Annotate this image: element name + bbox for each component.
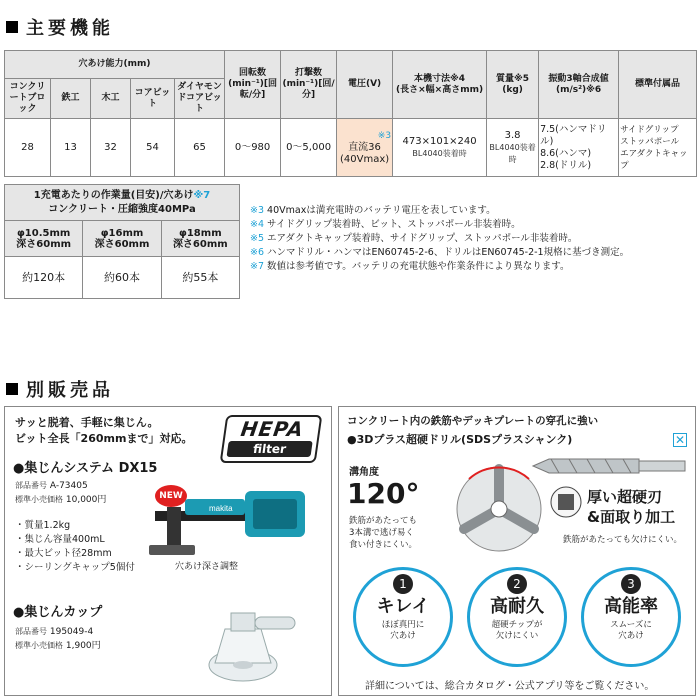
- drill-tip-diagram: [449, 459, 549, 559]
- val-diamond: 65: [175, 119, 225, 177]
- feature-card: [467, 567, 567, 667]
- hdr-corebit: コアビット: [131, 79, 175, 119]
- hdr-standard-accessories: 標準付属品: [619, 51, 697, 119]
- cup-part: 部品番号 195049-4: [15, 627, 94, 637]
- val-standard-accessories: サイドグリップ ストッパポール エアダクトキャップ: [619, 119, 697, 177]
- cup-title: ●集じんカップ: [13, 605, 103, 620]
- section-title-text: 主要機能: [26, 18, 114, 39]
- dust-cup-illustration: [195, 599, 305, 689]
- svg-text:makita: makita: [209, 504, 233, 513]
- work-col-2: φ16mm 深さ60mm: [83, 221, 161, 257]
- drill-head: コンクリート内の鉄筋やデッキプレートの穿孔に強い: [347, 415, 599, 427]
- dust-system-panel: [4, 406, 332, 696]
- feature-title: 高耐久: [490, 596, 544, 617]
- hdr-voltage: 電圧(V): [337, 51, 393, 119]
- hdr-dims: 本機寸法※4 (長さ×幅×高さmm): [393, 51, 487, 119]
- drill-panel: [338, 406, 696, 696]
- note-item: ※3 40Vmaxは満充電時のバッテリ電圧を表しています。: [250, 205, 496, 216]
- dx15-spec: ・シーリングキャップ5個付: [15, 562, 135, 573]
- val-voltage: ※3 直流36 (40Vmax): [337, 119, 393, 177]
- feature-title: 高能率: [604, 596, 658, 617]
- hdr-weight: 質量※5 (kg): [487, 51, 539, 119]
- drill-title: ●3Dプラス超硬ドリル(SDSプラスシャンク): [347, 433, 573, 446]
- dx15-illustration: [145, 477, 325, 567]
- hdr-bpm: 打撃数(min⁻¹)[回/分]: [281, 51, 337, 119]
- feature-desc: ほぼ真円に 穴あけ: [381, 620, 425, 641]
- val-rpm: 0～980: [225, 119, 281, 177]
- val-dims: 473×101×240 BL4040装着時: [393, 119, 487, 177]
- angle-desc: 3本溝で逃げ易く: [349, 528, 414, 538]
- dx15-spec: ・質量1.2kg: [15, 520, 71, 531]
- angle-value: 120°: [347, 477, 420, 510]
- dx15-spec: ・最大ビット径28mm: [15, 548, 112, 559]
- section-title-text: 別販売品: [26, 380, 114, 401]
- note-item: ※6 ハンマドリル・ハンマはEN60745-2-6、ドリルはEN60745-2-1規格に基づき測定。: [250, 247, 630, 258]
- close-square-icon: ✕: [674, 433, 686, 447]
- feature-desc: スムーズに 穴あけ: [610, 620, 652, 641]
- val-concrete: 28: [5, 119, 51, 177]
- dx15-price: 標準小売価格 10,000円: [15, 495, 107, 505]
- spec-table: [4, 50, 697, 177]
- work-val-2: 約60本: [83, 257, 161, 299]
- hdr-vibration: 振動3軸合成値 (m/s²)※6: [539, 51, 619, 119]
- work-col-3: φ18mm 深さ60mm: [161, 221, 239, 257]
- dx15-caption: 穴あけ深さ調整: [175, 562, 239, 572]
- val-weight: 3.8 BL4040装着時: [487, 119, 539, 177]
- work-val-3: 約55本: [161, 257, 239, 299]
- dx15-part: 部品番号 A-73405: [15, 481, 88, 491]
- feature-number: 2: [507, 574, 527, 594]
- hdr-diamond: ダイヤモンドコアビット: [175, 79, 225, 119]
- tip-desc: 鉄筋があたっても欠けにくい。: [563, 535, 683, 545]
- feature-desc: 超硬チップが 欠けにくい: [491, 620, 543, 641]
- section-square-icon: [6, 21, 18, 33]
- note-item: ※4 サイドグリップ装着時、ビット、ストッパポール非装着時。: [250, 219, 521, 230]
- drill-bit-illustration: [529, 451, 689, 481]
- feature-card: [581, 567, 681, 667]
- val-corebit: 54: [131, 119, 175, 177]
- note-item: ※5 エアダクトキャップ装着時、サイドグリップ、ストッパポール非装着時。: [250, 233, 578, 244]
- angle-desc: 鉄筋があたっても: [349, 516, 418, 526]
- feature-card: [353, 567, 453, 667]
- work-val-1: 約120本: [5, 257, 83, 299]
- hdr-concrete: コンクリートブロック: [5, 79, 51, 119]
- angle-desc: 食い付きにくい。: [349, 540, 418, 550]
- lead-line-1: サッと脱着、手軽に集じん。: [15, 416, 159, 429]
- hdr-rpm: 回転数(min⁻¹)[回転/分]: [225, 51, 281, 119]
- feature-title: キレイ: [376, 596, 430, 617]
- tip-cross-section: [549, 485, 583, 519]
- work-title: 1充電あたりの作業量(目安)/穴あけ※7 コンクリート・圧縮強度40MPa: [5, 185, 240, 221]
- section-title-features: [6, 14, 114, 40]
- val-vibration: 7.5(ハンマドリル) 8.6(ハンマ) 2.8(ドリル): [539, 119, 619, 177]
- lead-line-2: ビット全長「260mmまで」対応。: [15, 432, 193, 445]
- work-amount-table: [4, 184, 240, 299]
- notes-list: [250, 204, 696, 274]
- val-bpm: 0～5,000: [281, 119, 337, 177]
- work-col-1: φ10.5mm 深さ60mm: [5, 221, 83, 257]
- drill-footer: 詳細については、総合カタログ・公式アプリ等をご覧ください。: [365, 681, 655, 692]
- cup-price: 標準小売価格 1,900円: [15, 641, 101, 651]
- section-square-icon: [6, 383, 18, 395]
- feature-number: 3: [621, 574, 641, 594]
- hdr-wood: 木工: [91, 79, 131, 119]
- note-item: ※7 数値は参考値です。バッテリの充電状態や作業条件により異なります。: [250, 261, 570, 272]
- tip-title: 厚い超硬刃 &面取り加工: [587, 488, 676, 526]
- dx15-title: ●集じんシステム DX15: [13, 461, 158, 476]
- section-title-accessories: [6, 376, 114, 402]
- hdr-steel: 鉄工: [51, 79, 91, 119]
- angle-label: 溝角度: [349, 467, 379, 478]
- hdr-capacity: 穴あけ能力(mm): [5, 51, 225, 79]
- hepa-filter-logo: HEPA filter: [220, 415, 323, 463]
- dx15-spec: ・集じん容量400mL: [15, 534, 105, 545]
- val-steel: 13: [51, 119, 91, 177]
- new-badge: NEW: [155, 485, 187, 507]
- val-wood: 32: [91, 119, 131, 177]
- feature-number: 1: [393, 574, 413, 594]
